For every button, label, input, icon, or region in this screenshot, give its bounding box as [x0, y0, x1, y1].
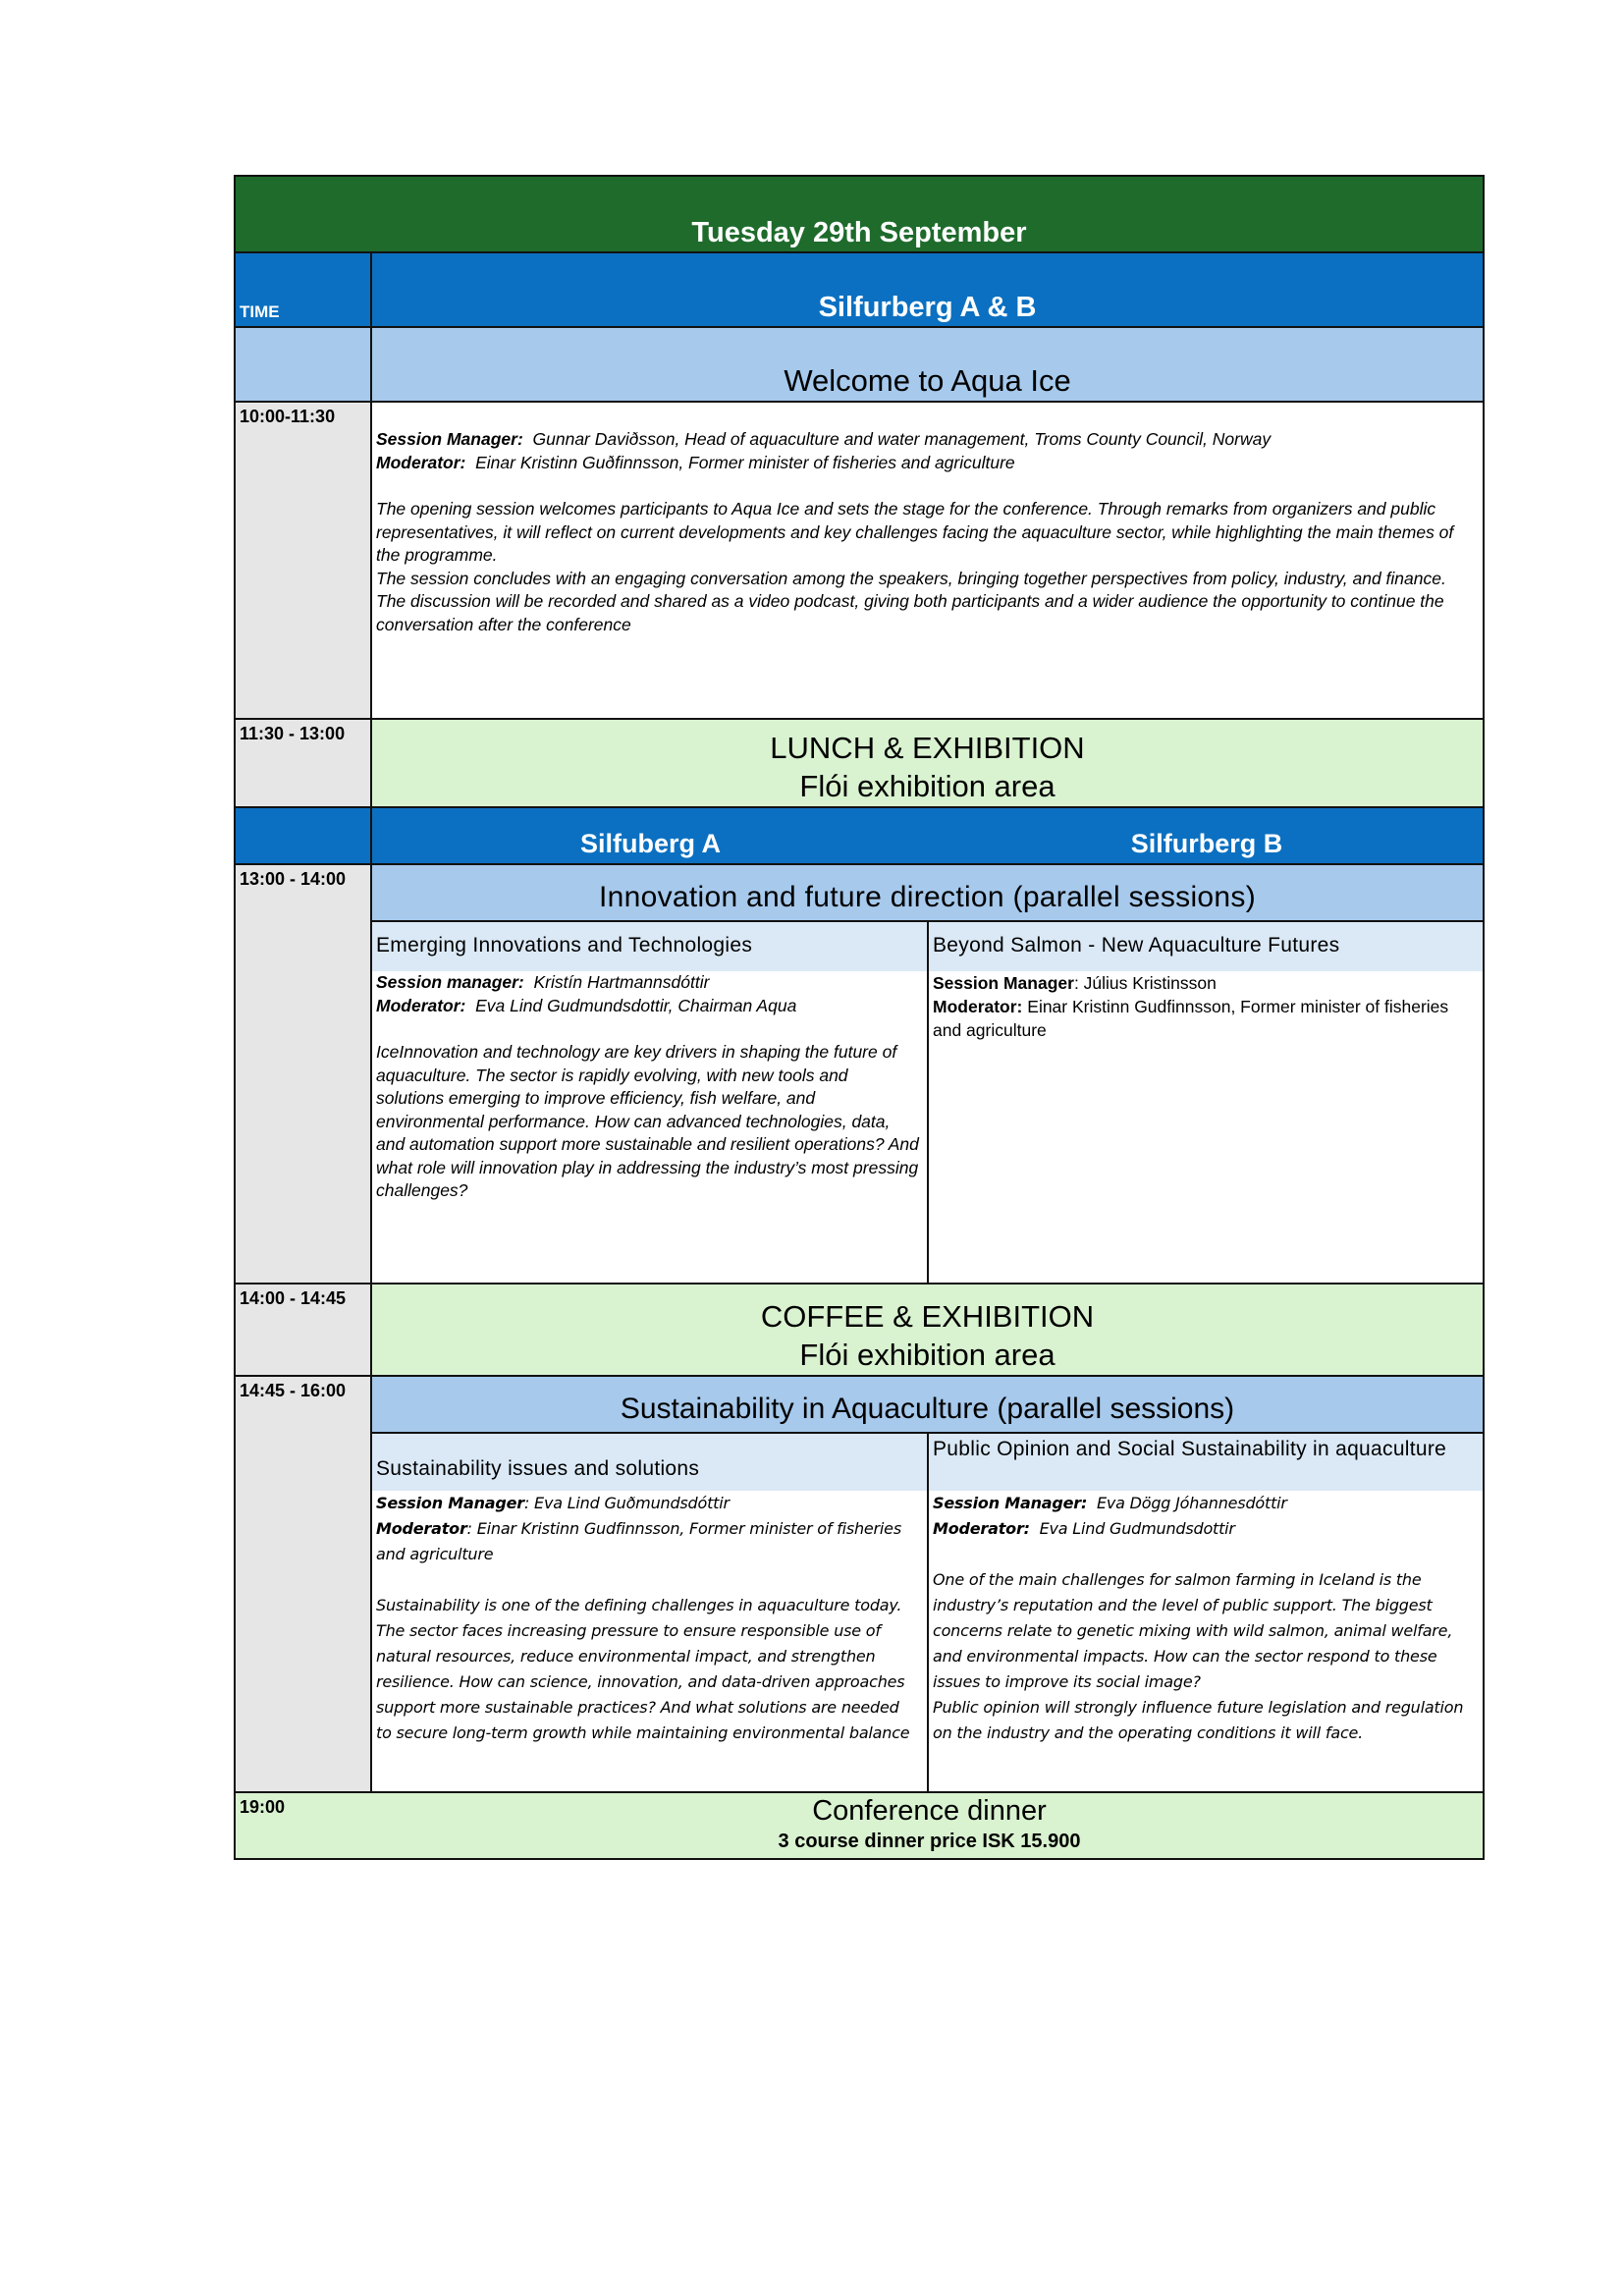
welcome-title: Welcome to Aqua Ice — [784, 363, 1071, 398]
opening-description-1: The opening session welcomes participants to Aqua Ice and sets the stage for the conference. Through remarks from organizers and public representatives, it will reflect on current developments and key challenges facing the aquaculture sector, while highlighting the main themes of the programme. — [376, 499, 1454, 565]
innovation-session-b — [927, 920, 1485, 1285]
dinner-content — [372, 1793, 1485, 1854]
opening-time — [234, 401, 372, 720]
room-a: Silfuberg A — [579, 829, 721, 858]
manager-label: Session manager: — [376, 972, 524, 992]
opening-time-text: 10:00-11:30 — [240, 407, 336, 426]
coffee-location: Flói exhibition area — [799, 1338, 1056, 1372]
innovation-a-title-bar — [372, 922, 927, 971]
welcome-time-blank — [234, 326, 372, 403]
moderator-label: Moderator: — [376, 452, 466, 472]
sustainability-session-b — [927, 1432, 1485, 1793]
moderator-label: Moderator: — [933, 1519, 1030, 1538]
coffee-break — [370, 1283, 1485, 1377]
innovation-header — [370, 863, 1485, 922]
manager-label: Session Manager: — [376, 429, 523, 449]
innovation-a-manager: Kristín Hartmannsdóttir — [533, 972, 710, 992]
sustainability-title: Sustainability in Aquaculture (parallel sessions) — [620, 1393, 1235, 1425]
lunch-title: LUNCH & EXHIBITION — [770, 731, 1085, 765]
opening-manager-line — [376, 428, 1475, 452]
innovation-b-body — [929, 971, 1483, 1042]
manager-label: Session Manager — [933, 973, 1074, 993]
innovation-a-description: IceInnovation and technology are key drivers in shaping the future of aquaculture. The sector is rapidly evolving, with new tools and solutions emerging to improve efficiency, fish welfare, and environmental performance. How can advanced technologies, data, and automation support more sustainable and resilient operations? And what role will innovation play in addressing the industry’s most pressing challenges? — [376, 1042, 919, 1200]
innovation-b-title-bar — [929, 922, 1483, 971]
manager-label: Session Manager: — [933, 1494, 1088, 1512]
room-header-split — [370, 806, 1485, 865]
dinner-title: Conference dinner — [812, 1795, 1047, 1827]
sustainability-a-manager: : Eva Lind Guðmundsdóttir — [523, 1494, 730, 1512]
sustainability-b-description-1: One of the main challenges for salmon farming in Iceland is the industry’s reputation and the level of public support. The biggest concerns relate to genetic mixing with wild salmon, animal welfare, and environmental impacts. How can the sector respond to these issues to improve its social image? — [933, 1570, 1453, 1691]
moderator-label: Moderator: — [376, 995, 466, 1015]
sustainability-a-body — [372, 1491, 927, 1746]
room-header-ab — [370, 251, 1485, 328]
split-time-blank — [234, 806, 372, 865]
sustainability-header — [370, 1375, 1485, 1434]
sustainability-b-description-2: Public opinion will strongly influence future legislation and regulation on the industry and the operating conditions it will face. — [933, 1698, 1464, 1742]
coffee-title: COFFEE & EXHIBITION — [760, 1299, 1095, 1334]
sustainability-session-a — [370, 1432, 929, 1793]
time-label: TIME — [240, 302, 280, 321]
coffee-time-text: 14:00 - 14:45 — [240, 1288, 347, 1308]
sustainability-a-title-bar — [372, 1434, 927, 1491]
innovation-time — [234, 863, 372, 1285]
innovation-time-text: 13:00 - 14:00 — [240, 869, 347, 889]
innovation-session-a — [370, 920, 929, 1285]
innovation-a-moderator: Eva Lind Gudmundsdottir, Chairman Aqua — [475, 995, 797, 1015]
sustainability-a-title: Sustainability issues and solutions — [376, 1457, 700, 1480]
opening-session — [370, 401, 1485, 720]
lunch-break — [370, 718, 1485, 808]
sustainability-b-title: Public Opinion and Social Sustainability in aquaculture — [933, 1438, 1447, 1460]
sustainability-b-title-bar — [929, 1434, 1483, 1491]
lunch-location: Flói exhibition area — [799, 769, 1056, 803]
innovation-a-title: Emerging Innovations and Technologies — [376, 934, 753, 957]
opening-session-body — [372, 403, 1483, 636]
innovation-title: Innovation and future direction (parallel sessions) — [598, 881, 1256, 913]
sustainability-b-body — [929, 1491, 1483, 1746]
manager-label: Session Manager — [376, 1494, 524, 1512]
opening-moderator-line — [376, 452, 1475, 475]
dinner-price: 3 course dinner price ISK 15.900 — [778, 1831, 1081, 1852]
sustainability-time-text: 14:45 - 16:00 — [240, 1381, 347, 1400]
opening-manager: Gunnar Daviðsson, Head of aquaculture and water management, Troms County Council, Norway — [532, 429, 1272, 449]
lunch-time — [234, 718, 372, 808]
sustainability-time — [234, 1375, 372, 1793]
room-ab: Silfurberg A & B — [818, 292, 1037, 323]
time-column-header — [234, 251, 372, 328]
day-header — [234, 175, 1485, 253]
dinner-row — [234, 1791, 1485, 1860]
dinner-time: 19:00 — [240, 1797, 286, 1817]
room-b: Silfurberg B — [1130, 829, 1283, 858]
opening-moderator: Einar Kristinn Guðfinnsson, Former minister of fisheries and agriculture — [475, 452, 1015, 472]
sustainability-b-manager: Eva Dögg Jóhannesdóttir — [1096, 1494, 1287, 1512]
opening-description-2: The session concludes with an engaging conversation among the speakers, bringing together perspectives from policy, industry, and finance. The discussion will be recorded and shared as a video podcast, giving both participants and a wider audience the opportunity to continue the conversation after the conference — [376, 568, 1446, 634]
coffee-time — [234, 1283, 372, 1377]
innovation-b-title: Beyond Salmon - New Aquaculture Futures — [933, 934, 1340, 957]
innovation-b-moderator: Einar Kristinn Gudfinnsson, Former minister of fisheries and agriculture — [933, 997, 1449, 1040]
schedule-table — [234, 175, 1485, 1860]
moderator-label: Moderator — [376, 1519, 467, 1538]
day-title: Tuesday 29th September — [691, 217, 1027, 248]
innovation-a-body — [372, 971, 927, 1203]
welcome-header — [370, 326, 1485, 403]
sustainability-b-moderator: Eva Lind Gudmundsdottir — [1039, 1519, 1235, 1538]
sustainability-a-moderator: : Einar Kristinn Gudfinnsson, Former minister of fisheries and agriculture — [376, 1519, 901, 1563]
sustainability-a-description: Sustainability is one of the defining challenges in aquaculture today. The sector faces increasing pressure to ensure responsible use of natural resources, reduce environmental impact, and strengthen resilience. How can science, innovation, and data-driven approaches support more sustainable practices? And what solutions are needed to secure long-term growth while maintaining environmental balance — [376, 1596, 910, 1742]
moderator-label: Moderator: — [933, 997, 1023, 1016]
lunch-time-text: 11:30 - 13:00 — [240, 724, 346, 743]
innovation-b-manager: : Július Kristinsson — [1073, 973, 1217, 993]
